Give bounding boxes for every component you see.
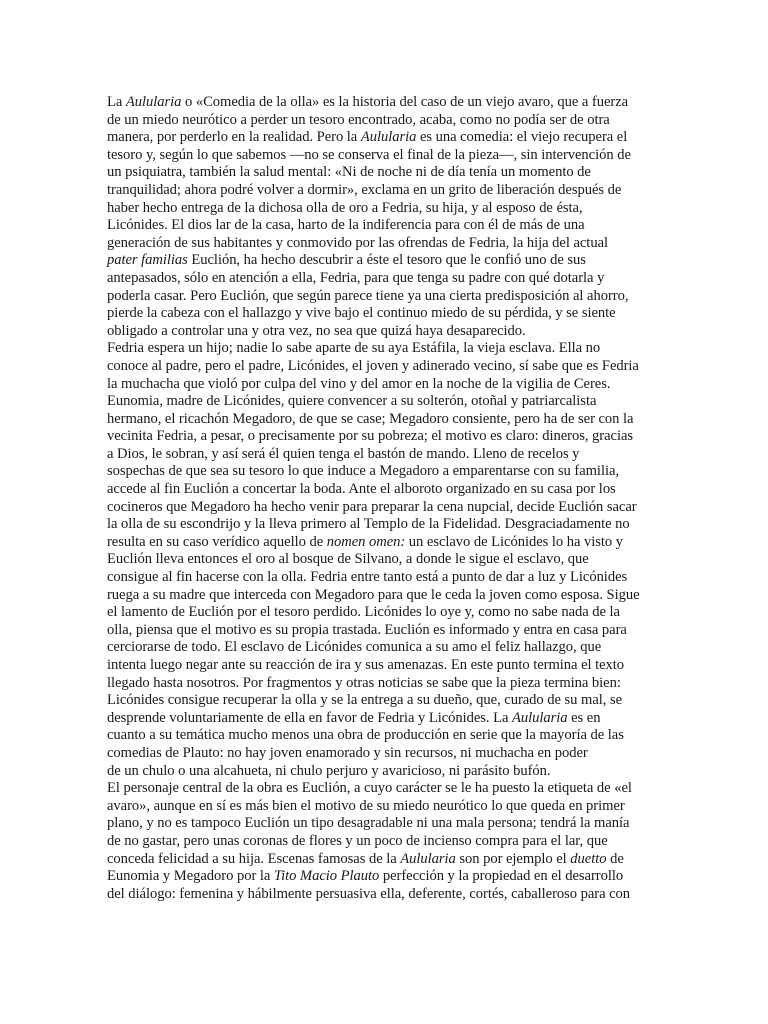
text-line (107, 94, 662, 112)
text-line (107, 288, 662, 306)
text-line (107, 463, 662, 481)
text-segment: cocineros que Megadoro ha hecho venir para preparar la cena nupcial, decide Euclión sacar (107, 498, 637, 515)
text-segment: desprende voluntariamente de ella en favor de Fedria y Licónides. La (107, 709, 513, 726)
text-segment: del diálogo: femenina y hábilmente persuasiva ella, deferente, cortés, caballeroso para con (107, 885, 631, 902)
text-segment: la muchacha que violó por culpa del vino y del amor en la noche de la vigilia de Ceres. (107, 375, 611, 392)
text-segment: consigue al fin hacerse con la olla. Fedria entre tanto está a punto de dar a luz y Licónides (107, 569, 628, 586)
italic-text-segment: Aulularia (360, 129, 417, 146)
text-line (107, 376, 662, 394)
text-line (107, 604, 662, 622)
text-segment: obligado a controlar una y otra vez, no sea que quizá haya desaparecido. (107, 322, 526, 339)
text-line (107, 639, 662, 657)
text-line (107, 710, 662, 728)
text-line (107, 551, 662, 569)
text-segment: sospechas de que sea su tesoro lo que induce a Megadoro a emparentarse con su familia, (107, 463, 619, 480)
text-segment: el lamento de Euclión por el tesoro perdido. Licónides lo oye y, como no sabe nada de la (107, 604, 620, 621)
text-line (107, 340, 662, 358)
text-segment: accede al fin Euclión a concertar la boda. Ante el alboroto organizado en su casa por los (107, 481, 616, 498)
text-segment: cerciorarse de todo. El esclavo de Licónides comunica a su amo el feliz hallazgo, que (107, 639, 602, 656)
text-segment: es una comedia: el viejo recupera el (416, 129, 628, 146)
text-segment: o «Comedia de la olla» es la historia del caso de un viejo avaro, que a fuerza (181, 94, 629, 110)
text-segment: perfección y la propiedad en el desarrollo (379, 868, 624, 885)
italic-text-segment: Aulularia (125, 94, 182, 110)
text-segment: generación de sus habitantes y conmovido por las ofrendas de Fedria, la hija del actual (107, 234, 608, 251)
text-line (107, 323, 662, 341)
text-line (107, 815, 662, 833)
text-line (107, 763, 662, 781)
text-segment: de un miedo neurótico a perder un tesoro encontrado, acaba, como no podía ser de otra (107, 111, 610, 128)
text-segment: Licónides. El dios lar de la casa, harto de la indiferencia para con él de más de una (107, 217, 585, 234)
text-line (107, 692, 662, 710)
text-line (107, 675, 662, 693)
italic-text-segment: pater familias (107, 252, 188, 269)
text-line (107, 833, 662, 851)
text-line (107, 851, 662, 869)
text-line (107, 499, 662, 517)
text-segment: tranquilidad; ahora podré volver a dormir», exclama en un grito de liberación después de (107, 181, 622, 198)
text-segment: llegado hasta nosotros. Por fragmentos y otras noticias se sabe que la pieza termina bien: (107, 674, 621, 691)
text-segment: la olla de su escondrijo y la lleva primero al Templo de la Fidelidad. Desgraciadamente no (107, 516, 630, 533)
text-line (107, 112, 662, 130)
text-segment: olla, piensa que el motivo es su propia trastada. Euclión es informado y entra en casa para (107, 621, 627, 638)
text-line (107, 727, 662, 745)
text-line (107, 587, 662, 605)
text-line (107, 745, 662, 763)
text-line (107, 657, 662, 675)
text-segment: Eunomia y Megadoro por la (107, 868, 274, 885)
italic-text-segment: Tito Macio Plauto (273, 868, 380, 885)
text-segment: intenta luego negar ante su reacción de ira y sus amenazas. En este punto termina el texto (107, 657, 625, 673)
text-segment: conoce al padre, pero el padre, Licónides, el joven y adinerado vecino, sí sabe que es Fedria (107, 357, 639, 374)
text-segment: El personaje central de la obra es Euclión, a cuyo carácter se le ha puesto la etiqueta de «el (107, 780, 632, 797)
text-line (107, 393, 662, 411)
text-segment: Euclión, ha hecho descubrir a éste el tesoro que le confió uno de sus (187, 252, 586, 269)
italic-text-segment: nomen omen: (326, 533, 406, 550)
text-segment: plano, y no es tampoco Euclión un tipo desagradable ni una mala persona; tendrá la manía (107, 815, 630, 832)
text-line (107, 182, 662, 200)
text-line (107, 569, 662, 587)
text-segment: avaro», aunque en sí es más bien el motivo de su miedo neurótico lo que queda en primer (107, 797, 625, 814)
text-segment: Fedria espera un hijo; nadie lo sabe aparte de su aya Estáfila, la vieja esclava. Ella no (107, 340, 601, 357)
text-segment: un psiquiatra, también la salud mental: «Ni de noche ni de día tenía un momento de (107, 164, 591, 181)
text-line (107, 481, 662, 499)
text-line (107, 868, 662, 886)
text-line (107, 886, 662, 904)
text-segment: Euclión lleva entonces el oro al bosque de Silvano, a donde le sigue el esclavo, que (107, 551, 589, 568)
text-line (107, 622, 662, 640)
text-line (107, 305, 662, 323)
text-segment: un esclavo de Licónides lo ha visto y (405, 533, 623, 550)
italic-text-segment: Aulularia (400, 850, 456, 867)
text-line (107, 217, 662, 235)
document-body-text (107, 94, 662, 903)
text-line (107, 798, 662, 816)
text-segment: de un chulo o una alcahueta, ni chulo perjuro y avaricioso, ni parásito bufón. (107, 762, 551, 779)
text-segment: Eunomia, madre de Licónides, quiere convencer a su solterón, otoñal y patriarcalista (107, 393, 597, 410)
text-line (107, 252, 662, 270)
text-segment: a Dios, le sobran, y así será él quien tenga el bastón de mando. Lleno de recelos y (107, 445, 580, 462)
text-line (107, 780, 662, 798)
italic-text-segment: duetto (570, 850, 607, 867)
text-line (107, 516, 662, 534)
text-segment: vecinita Fedria, a pesar, o precisamente por su pobreza; el motivo es claro: dineros, gracias (107, 428, 634, 445)
text-line (107, 235, 662, 253)
text-segment: son por ejemplo el (455, 850, 571, 867)
text-segment: resulta en su caso verídico aquello de (107, 533, 327, 550)
text-line (107, 164, 662, 182)
text-line (107, 446, 662, 464)
text-segment: cuanto a su temática mucho menos una obra de producción en serie que la mayoría de las (107, 727, 624, 744)
text-segment: tesoro y, según lo que sabemos —no se conserva el final de la pieza—, sin intervención de (107, 146, 631, 163)
text-segment: Licónides consigue recuperar la olla y se la entrega a su dueño, que, curado de su mal, se (107, 692, 623, 709)
text-line (107, 534, 662, 552)
text-segment: poderla casar. Pero Euclión, que según parece tiene ya una cierta predisposición al ahorro, (107, 287, 629, 304)
text-line (107, 200, 662, 218)
text-segment: conceda felicidad a su hija. Escenas famosas de la (107, 850, 401, 867)
text-line (107, 428, 662, 446)
text-segment: La (107, 94, 126, 110)
text-line (107, 358, 662, 376)
text-segment: antepasados, sólo en atención a ella, Fedria, para que tenga su padre con qué dotarla y (107, 269, 605, 286)
text-segment: hermano, el ricachón Megadoro, de que se case; Megadoro consiente, pero ha de ser con la (107, 410, 634, 427)
italic-text-segment: Aulularia (512, 709, 568, 726)
text-segment: comedias de Plauto: no hay joven enamorado y sin recursos, ni muchacha en poder (107, 744, 588, 761)
text-segment: de (606, 850, 624, 867)
text-segment: ruega a su madre que interceda con Megadoro para que le ceda la joven como esposa. Sigue (107, 586, 640, 603)
text-line (107, 411, 662, 429)
text-segment: manera, por perderlo en la realidad. Pero la (107, 129, 361, 146)
text-line (107, 147, 662, 165)
text-line (107, 129, 662, 147)
text-segment: de no gastar, pero unas coronas de flores y un poco de incienso compra para el lar, que (107, 832, 608, 849)
text-line (107, 270, 662, 288)
text-segment: es en (567, 709, 601, 726)
text-segment: pierde la cabeza con el hallazgo y vive bajo el continuo miedo de su pérdida, y se siente (107, 305, 616, 322)
text-segment: haber hecho entrega de la dichosa olla de oro a Fedria, su hija, y al esposo de ésta, (107, 199, 583, 216)
